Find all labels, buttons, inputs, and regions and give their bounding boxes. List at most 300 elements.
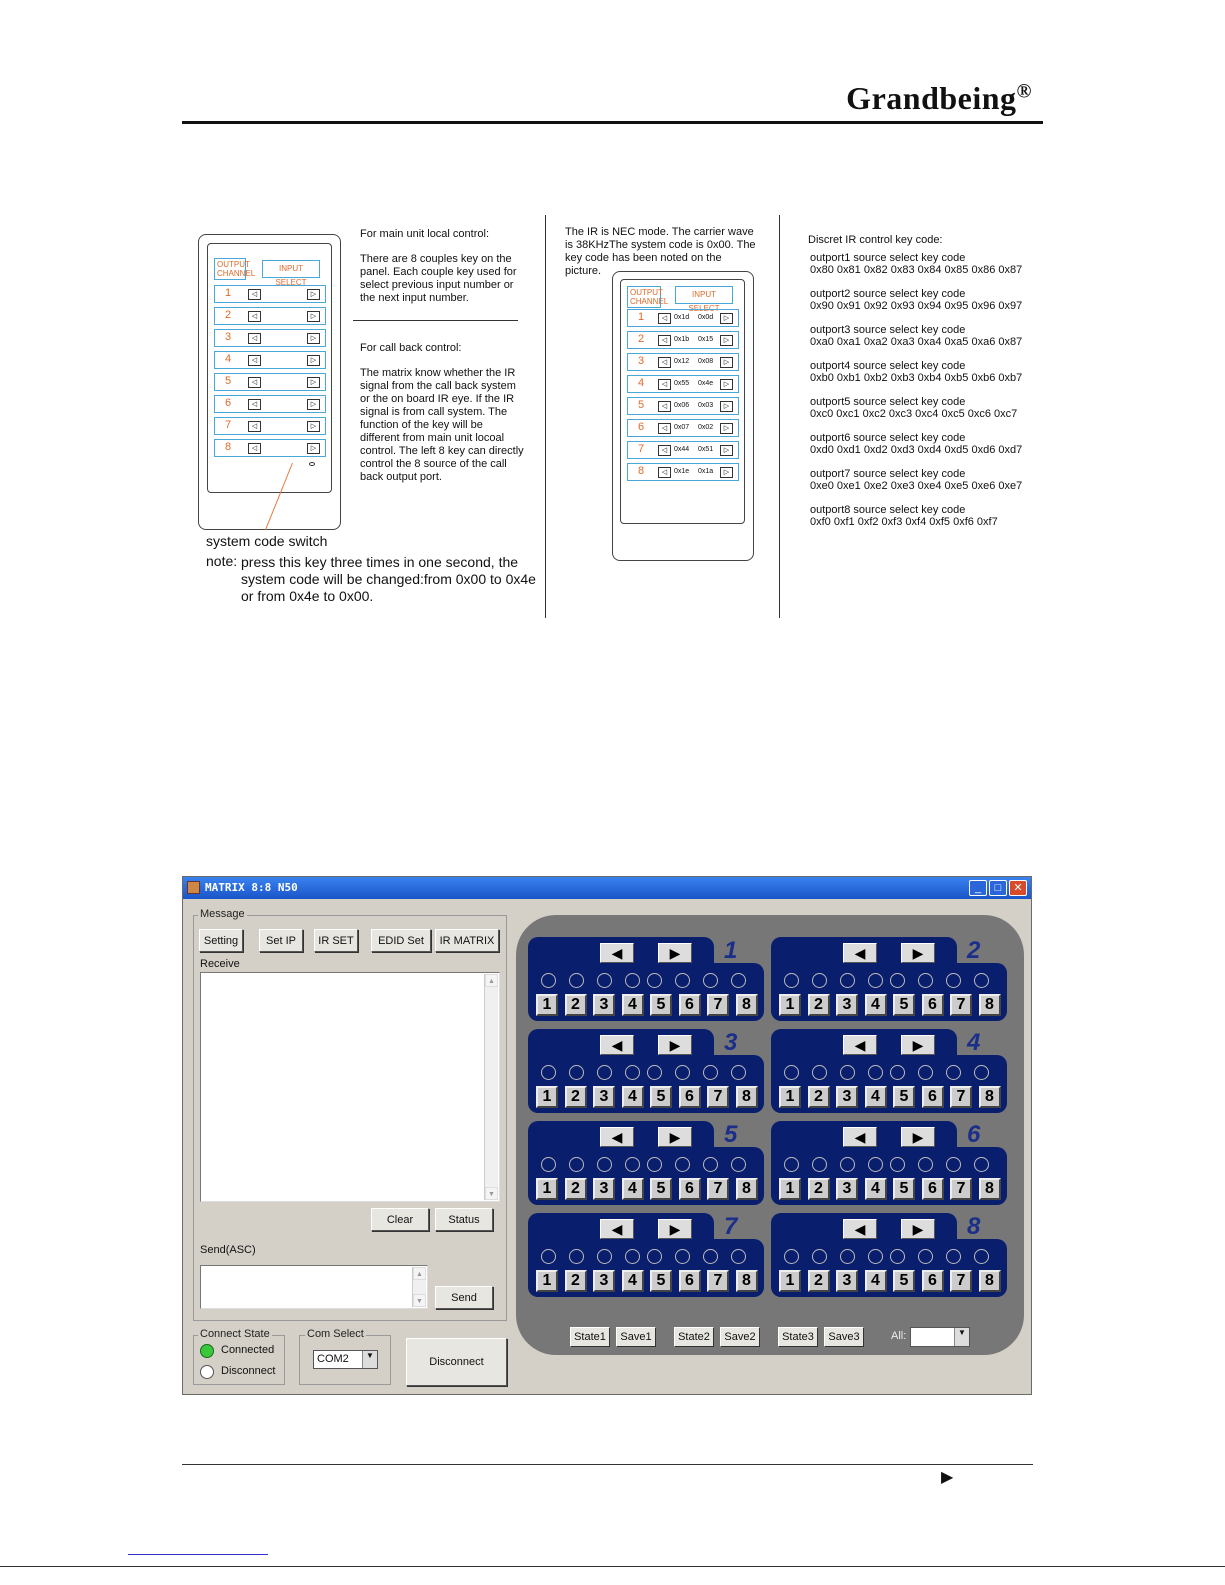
input-led (868, 973, 883, 988)
maximize-button[interactable]: □ (989, 880, 1007, 896)
prev-key-code: 0x1d (674, 314, 690, 321)
input-button[interactable]: 3 (836, 1270, 858, 1292)
prev-input-button[interactable]: ◀ (600, 943, 634, 963)
local-control-text: There are 8 couples key on the panel. Each couple key used for select previous input number or the next input number. (360, 253, 517, 304)
outport-codes: 0x80 0x81 0x82 0x83 0x84 0x85 0x86 0x87 (810, 264, 1023, 276)
note-text: press this key three times in one second, the system code will be changed:from 0x00 to 0x4e or from 0x4e to 0x00. (241, 554, 536, 604)
next-key-icon[interactable]: ▷ (307, 399, 320, 410)
prev-key-icon[interactable]: ◁ (658, 335, 671, 346)
next-key-code: 0x03 (698, 402, 714, 409)
zone-number: 6 (967, 1121, 981, 1148)
row-number: 4 (225, 353, 232, 365)
row-number: 1 (638, 311, 645, 323)
app-icon (187, 881, 200, 894)
input-led (541, 1065, 556, 1080)
next-key-icon[interactable]: ▷ (720, 467, 733, 478)
input-button[interactable]: 3 (593, 994, 615, 1016)
input-button[interactable]: 7 (950, 1178, 972, 1200)
input-led (597, 1157, 612, 1172)
input-button[interactable]: 7 (707, 994, 729, 1016)
input-led (974, 1157, 989, 1172)
prev-key-code: 0x12 (674, 358, 690, 365)
next-key-icon[interactable]: ▷ (720, 335, 733, 346)
row-number: 2 (638, 333, 645, 345)
scroll-up-icon[interactable]: ▲ (485, 974, 498, 987)
input-button[interactable]: 3 (836, 1086, 858, 1108)
output-zone (771, 937, 1007, 1021)
matrix-panel (516, 915, 1024, 1355)
next-input-button[interactable]: ▶ (658, 1127, 692, 1147)
row-number: 8 (225, 441, 232, 453)
send-scrollbar[interactable] (412, 1267, 426, 1307)
local-control-title: For main unit local control: (360, 228, 489, 240)
outport-label: outport6 source select key code (810, 432, 966, 444)
toolbar-button-edid-set[interactable]: EDID Set (371, 929, 431, 952)
next-key-code: 0x4e (698, 380, 714, 387)
input-led (731, 1065, 746, 1080)
next-input-button[interactable]: ▶ (658, 1219, 692, 1239)
next-page-arrow-icon: ▶ (941, 1469, 954, 1486)
connect-state-label: Connect State (200, 1328, 270, 1340)
next-input-button[interactable]: ▶ (658, 943, 692, 963)
input-button[interactable]: 6 (679, 1086, 701, 1108)
prev-key-icon[interactable]: ◁ (658, 401, 671, 412)
connected-label: Connected (221, 1344, 275, 1356)
input-led (812, 1249, 827, 1264)
input-button[interactable]: 4 (865, 1086, 887, 1108)
next-key-icon[interactable]: ▷ (307, 311, 320, 322)
outport-label: outport4 source select key code (810, 360, 966, 372)
input-button[interactable]: 1 (536, 1270, 558, 1292)
input-led (569, 1065, 584, 1080)
input-led (597, 1065, 612, 1080)
input-button[interactable]: 1 (536, 1178, 558, 1200)
input-button[interactable]: 8 (736, 1270, 758, 1292)
next-key-icon[interactable]: ▷ (307, 421, 320, 432)
prev-key-icon[interactable]: ◁ (248, 443, 261, 454)
input-led (784, 973, 799, 988)
input-led (541, 973, 556, 988)
input-button[interactable]: 1 (779, 1270, 801, 1292)
input-button[interactable]: 5 (893, 1178, 915, 1200)
zone-number: 3 (724, 1029, 738, 1056)
input-led (974, 1065, 989, 1080)
input-led (647, 1157, 662, 1172)
input-led (868, 1249, 883, 1264)
output-zone (528, 1029, 764, 1113)
input-led (703, 973, 718, 988)
input-button[interactable]: 5 (650, 1086, 672, 1108)
input-led (812, 1157, 827, 1172)
zone-number: 2 (967, 937, 981, 964)
prev-key-icon[interactable]: ◁ (248, 311, 261, 322)
save-1-button[interactable]: Save1 (616, 1327, 656, 1347)
next-key-icon[interactable]: ▷ (307, 377, 320, 388)
input-led (918, 973, 933, 988)
remote-ir (612, 271, 754, 561)
prev-key-icon[interactable]: ◁ (248, 377, 261, 388)
input-led (731, 1249, 746, 1264)
input-button[interactable]: 4 (622, 994, 644, 1016)
next-key-code: 0x02 (698, 424, 714, 431)
output-channel-header: OUTPUT CHANNEL (627, 286, 661, 308)
prev-input-button[interactable]: ◀ (843, 943, 877, 963)
input-button[interactable]: 1 (779, 1086, 801, 1108)
receive-scrollbar[interactable] (484, 974, 498, 1200)
prev-input-button[interactable]: ◀ (600, 1127, 634, 1147)
input-button[interactable]: 7 (950, 994, 972, 1016)
header-rule (182, 121, 1043, 124)
prev-input-button[interactable]: ◀ (843, 1219, 877, 1239)
next-key-icon[interactable]: ▷ (720, 445, 733, 456)
prev-key-code: 0x1e (674, 468, 690, 475)
remote-row (627, 419, 739, 437)
input-button[interactable]: 2 (565, 1178, 587, 1200)
next-key-icon[interactable]: ▷ (307, 443, 320, 454)
input-button[interactable]: 8 (979, 1086, 1001, 1108)
input-button[interactable]: 5 (893, 1086, 915, 1108)
state-3-button[interactable]: State3 (778, 1327, 818, 1347)
input-button[interactable]: 6 (922, 1270, 944, 1292)
toolbar-button-ir-set[interactable]: IR SET (314, 929, 358, 952)
input-led (675, 1249, 690, 1264)
input-led (675, 1065, 690, 1080)
save-2-button[interactable]: Save2 (720, 1327, 760, 1347)
input-led (918, 1249, 933, 1264)
next-key-code: 0x15 (698, 336, 714, 343)
input-led (731, 973, 746, 988)
outport-codes: 0xf0 0xf1 0xf2 0xf3 0xf4 0xf5 0xf6 0xf7 (810, 516, 998, 528)
input-led (703, 1157, 718, 1172)
input-button[interactable]: 7 (950, 1270, 972, 1292)
input-led (647, 1065, 662, 1080)
input-button[interactable]: 4 (622, 1086, 644, 1108)
remote-ir-face (620, 279, 745, 524)
input-button[interactable]: 3 (593, 1086, 615, 1108)
message-group-label: Message (200, 908, 245, 920)
chevron-down-icon[interactable]: ▼ (954, 1328, 969, 1346)
input-button[interactable]: 8 (736, 1086, 758, 1108)
input-led (541, 1249, 556, 1264)
outport-label: outport8 source select key code (810, 504, 966, 516)
state-1-button[interactable]: State1 (570, 1327, 610, 1347)
outport-codes: 0xd0 0xd1 0xd2 0xd3 0xd4 0xd5 0xd6 0xd7 (810, 444, 1023, 456)
input-button[interactable]: 8 (979, 1270, 1001, 1292)
input-led (918, 1065, 933, 1080)
next-input-button[interactable]: ▶ (901, 1035, 935, 1055)
remote-row (214, 307, 326, 325)
input-led (784, 1065, 799, 1080)
input-led (890, 973, 905, 988)
remote-row (627, 353, 739, 371)
row-number: 8 (638, 465, 645, 477)
input-button[interactable]: 4 (865, 1270, 887, 1292)
zone-number: 1 (724, 937, 738, 964)
input-led (731, 1157, 746, 1172)
input-led (974, 1249, 989, 1264)
prev-key-icon[interactable]: ◁ (248, 355, 261, 366)
input-led (541, 1157, 556, 1172)
prev-key-code: 0x06 (674, 402, 690, 409)
input-led (569, 973, 584, 988)
input-button[interactable]: 7 (707, 1178, 729, 1200)
state-2-button[interactable]: State2 (674, 1327, 714, 1347)
next-key-icon[interactable]: ▷ (720, 379, 733, 390)
output-zone (771, 1121, 1007, 1205)
input-led (946, 1157, 961, 1172)
next-input-button[interactable]: ▶ (901, 1219, 935, 1239)
input-led (703, 1065, 718, 1080)
close-button[interactable]: ✕ (1009, 880, 1027, 896)
input-button[interactable]: 4 (622, 1178, 644, 1200)
outport-codes: 0xc0 0xc1 0xc2 0xc3 0xc4 0xc5 0xc6 0xc7 (810, 408, 1018, 420)
send-box[interactable] (200, 1265, 428, 1309)
zone-number: 4 (967, 1029, 981, 1056)
input-led (625, 1157, 640, 1172)
input-button[interactable]: 5 (893, 1270, 915, 1292)
input-led (625, 973, 640, 988)
remote-row (627, 309, 739, 327)
row-number: 5 (225, 375, 232, 387)
call-back-title: For call back control: (360, 342, 462, 354)
prev-input-button[interactable]: ◀ (843, 1127, 877, 1147)
next-key-icon[interactable]: ▷ (307, 333, 320, 344)
input-led (597, 1249, 612, 1264)
prev-key-code: 0x44 (674, 446, 690, 453)
outport-label: outport2 source select key code (810, 288, 966, 300)
remote-row (627, 463, 739, 481)
prev-input-button[interactable]: ◀ (843, 1035, 877, 1055)
input-led (812, 1065, 827, 1080)
input-select-header: INPUT SELECT (675, 286, 733, 304)
input-led (840, 1157, 855, 1172)
input-led (784, 1157, 799, 1172)
input-led (840, 973, 855, 988)
input-button[interactable]: 3 (836, 1178, 858, 1200)
output-zone (528, 1213, 764, 1297)
input-button[interactable]: 7 (707, 1086, 729, 1108)
input-select-header: INPUT SELECT (262, 260, 320, 278)
prev-key-icon[interactable]: ◁ (658, 379, 671, 390)
disconnect-label: Disconnect (221, 1365, 276, 1377)
remote-row (214, 329, 326, 347)
input-led (625, 1249, 640, 1264)
prev-key-icon[interactable]: ◁ (248, 399, 261, 410)
row-number: 1 (225, 287, 232, 299)
input-led (868, 1157, 883, 1172)
all-dropdown[interactable] (910, 1327, 970, 1347)
input-button[interactable]: 2 (565, 1086, 587, 1108)
prev-key-icon[interactable]: ◁ (658, 467, 671, 478)
input-button[interactable]: 6 (922, 1178, 944, 1200)
outport-codes: 0x90 0x91 0x92 0x93 0x94 0x95 0x96 0x97 (810, 300, 1023, 312)
output-zone (771, 1029, 1007, 1113)
remote-row (627, 441, 739, 459)
input-button[interactable]: 2 (565, 994, 587, 1016)
input-button[interactable]: 1 (779, 1178, 801, 1200)
prev-key-code: 0x07 (674, 424, 690, 431)
matrix-window (182, 876, 1032, 1395)
clear-button[interactable]: Clear (371, 1208, 429, 1231)
remote-local (198, 234, 341, 530)
input-button[interactable]: 5 (893, 994, 915, 1016)
row-number: 3 (638, 355, 645, 367)
next-key-icon[interactable]: ▷ (720, 423, 733, 434)
outport-label: outport3 source select key code (810, 324, 966, 336)
outport-codes: 0xe0 0xe1 0xe2 0xe3 0xe4 0xe5 0xe6 0xe7 (810, 480, 1023, 492)
brand-logo: Grandbeing® (846, 80, 1032, 116)
save-3-button[interactable]: Save3 (824, 1327, 864, 1347)
remote-row (214, 439, 326, 457)
nec-text: The IR is NEC mode. The carrier wave is 38KHzThe system code is 0x00. The key code has been noted on the picture. (565, 226, 756, 277)
input-led (918, 1157, 933, 1172)
input-button[interactable]: 2 (565, 1270, 587, 1292)
next-key-icon[interactable]: ▷ (720, 357, 733, 368)
prev-key-icon[interactable]: ◁ (248, 333, 261, 344)
row-number: 2 (225, 309, 232, 321)
input-button[interactable]: 3 (593, 1270, 615, 1292)
row-number: 7 (638, 443, 645, 455)
input-led (675, 1157, 690, 1172)
prev-key-icon[interactable]: ◁ (248, 289, 261, 300)
remote-row (214, 285, 326, 303)
input-led (675, 973, 690, 988)
row-number: 6 (638, 421, 645, 433)
remote-row (214, 417, 326, 435)
input-button[interactable]: 2 (808, 1086, 830, 1108)
column-divider (779, 215, 780, 618)
divider (353, 320, 518, 321)
input-button[interactable]: 1 (536, 1086, 558, 1108)
zone-number: 5 (724, 1121, 738, 1148)
prev-key-icon[interactable]: ◁ (658, 313, 671, 324)
prev-key-icon[interactable]: ◁ (658, 357, 671, 368)
send-button[interactable]: Send (435, 1286, 493, 1309)
zone-number: 7 (724, 1213, 738, 1240)
input-led (647, 973, 662, 988)
input-button[interactable]: 3 (836, 994, 858, 1016)
prev-key-icon[interactable]: ◁ (248, 421, 261, 432)
input-led (946, 973, 961, 988)
next-key-icon[interactable]: ▷ (720, 401, 733, 412)
input-led (569, 1157, 584, 1172)
row-number: 3 (225, 331, 232, 343)
scroll-up-icon[interactable]: ▲ (413, 1267, 426, 1280)
input-led (840, 1065, 855, 1080)
scroll-down-icon[interactable]: ▼ (413, 1294, 426, 1307)
status-button[interactable]: Status (435, 1208, 493, 1231)
prev-key-icon[interactable]: ◁ (658, 445, 671, 456)
chevron-down-icon[interactable]: ▼ (362, 1351, 377, 1368)
footer-link-underline (128, 1554, 268, 1555)
input-led (625, 1065, 640, 1080)
com-select-label: Com Select (307, 1328, 364, 1340)
input-button[interactable]: 7 (707, 1270, 729, 1292)
next-input-button[interactable]: ▶ (901, 1127, 935, 1147)
prev-input-button[interactable]: ◀ (600, 1035, 634, 1055)
input-led (597, 973, 612, 988)
next-key-icon[interactable]: ▷ (307, 355, 320, 366)
discrete-title: Discret IR control key code: (808, 234, 943, 246)
input-button[interactable]: 1 (779, 994, 801, 1016)
toolbar-button-setting[interactable]: Setting (199, 929, 243, 952)
input-button[interactable]: 7 (950, 1086, 972, 1108)
toolbar-button-ir-matrix[interactable]: IR MATRIX (435, 929, 499, 952)
note-label: note: (206, 553, 238, 569)
input-led (890, 1249, 905, 1264)
input-button[interactable]: 8 (736, 1178, 758, 1200)
input-led (974, 973, 989, 988)
prev-input-button[interactable]: ◀ (600, 1219, 634, 1239)
input-button[interactable]: 6 (922, 994, 944, 1016)
next-input-button[interactable]: ▶ (901, 943, 935, 963)
input-button[interactable]: 2 (808, 1270, 830, 1292)
minimize-button[interactable]: _ (969, 880, 987, 896)
title-bar: MATRIX 8:8 N50 (183, 877, 1031, 899)
scroll-down-icon[interactable]: ▼ (485, 1187, 498, 1200)
input-button[interactable]: 6 (679, 994, 701, 1016)
input-button[interactable]: 8 (979, 994, 1001, 1016)
input-button[interactable]: 5 (650, 1178, 672, 1200)
outport-label: outport5 source select key code (810, 396, 966, 408)
next-key-icon[interactable]: ▷ (720, 313, 733, 324)
output-zone (771, 1213, 1007, 1297)
next-key-icon[interactable]: ▷ (307, 289, 320, 300)
receive-box[interactable] (200, 972, 500, 1202)
input-led (812, 973, 827, 988)
input-button[interactable]: 8 (736, 994, 758, 1016)
system-code-key[interactable] (309, 462, 315, 466)
call-back-text: The matrix know whether the IR signal from the call back system or the on board IR eye. If the IR signal is from call system. The function of the key will be different from main unit locoal control. The left 8 key can directly control the 8 source of the call back output port. (360, 367, 524, 483)
input-button[interactable]: 4 (865, 994, 887, 1016)
input-led (784, 1249, 799, 1264)
remote-row (214, 373, 326, 391)
com-select-dropdown[interactable] (313, 1350, 378, 1369)
disconnect-radio[interactable] (200, 1365, 214, 1379)
input-button[interactable]: 8 (979, 1178, 1001, 1200)
input-button[interactable]: 3 (593, 1178, 615, 1200)
input-button[interactable]: 6 (679, 1178, 701, 1200)
input-button[interactable]: 6 (922, 1086, 944, 1108)
connected-radio[interactable] (200, 1344, 214, 1358)
toolbar-button-set-ip[interactable]: Set IP (259, 929, 303, 952)
input-button[interactable]: 4 (622, 1270, 644, 1292)
next-key-code: 0x1a (698, 468, 714, 475)
next-key-code: 0x08 (698, 358, 714, 365)
input-button[interactable]: 5 (650, 994, 672, 1016)
input-button[interactable]: 6 (679, 1270, 701, 1292)
input-button[interactable]: 1 (536, 994, 558, 1016)
system-code-label: system code switch (206, 533, 328, 549)
output-zone (528, 937, 764, 1021)
input-button[interactable]: 2 (808, 1178, 830, 1200)
input-led (890, 1065, 905, 1080)
input-button[interactable]: 2 (808, 994, 830, 1016)
prev-key-icon[interactable]: ◁ (658, 423, 671, 434)
zone-number: 8 (967, 1213, 981, 1240)
disconnect-button[interactable]: Disconnect (406, 1338, 507, 1386)
com-select-value: COM2 (317, 1353, 349, 1365)
input-button[interactable]: 5 (650, 1270, 672, 1292)
input-led (703, 1249, 718, 1264)
remote-local-face (207, 243, 332, 493)
input-button[interactable]: 4 (865, 1178, 887, 1200)
row-number: 6 (225, 397, 232, 409)
outport-codes: 0xa0 0xa1 0xa2 0xa3 0xa4 0xa5 0xa6 0x87 (810, 336, 1023, 348)
remote-row (627, 397, 739, 415)
next-input-button[interactable]: ▶ (658, 1035, 692, 1055)
output-zone (528, 1121, 764, 1205)
